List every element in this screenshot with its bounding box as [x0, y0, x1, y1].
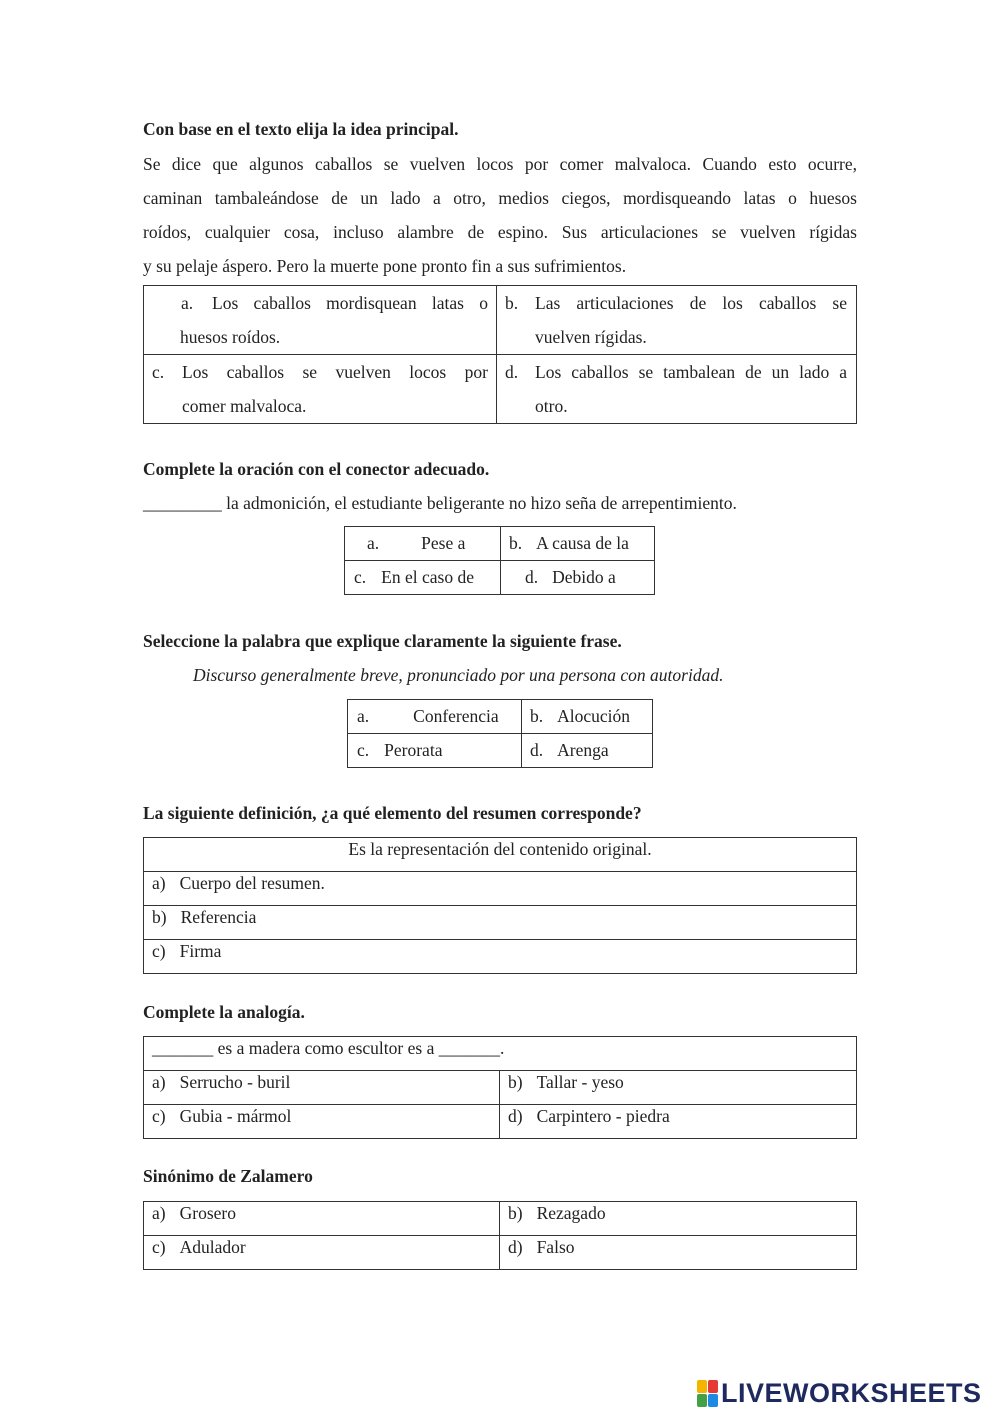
q1-options-table	[143, 285, 857, 424]
option-text: Firma	[179, 941, 222, 961]
liveworksheets-logo	[697, 1378, 982, 1409]
q1-paragraph-line: y su pelaje áspero. Pero la muerte pone pronto fin a sus sufrimientos.	[143, 256, 627, 276]
option-label: c)	[152, 1237, 166, 1257]
q2-title: Complete la oración con el conector adecuado.	[143, 459, 490, 479]
q6-option-d[interactable]	[500, 1236, 857, 1270]
option-label: a.	[357, 706, 370, 726]
q2-sentence: _________ la admonición, el estudiante beligerante no hizo seña de arrepentimiento.	[143, 493, 737, 513]
q2-option-b[interactable]	[501, 527, 655, 561]
q4-options-table	[143, 837, 857, 974]
q3-option-a[interactable]	[348, 700, 522, 734]
q2-option-d[interactable]	[501, 561, 655, 595]
q3-options-table	[347, 699, 653, 768]
option-label: d.	[530, 740, 544, 760]
option-text: En el caso de	[381, 567, 474, 587]
option-label: c)	[152, 941, 166, 961]
q4-title: La siguiente definición, ¿a qué elemento del resumen corresponde?	[143, 803, 642, 823]
q5-option-d[interactable]	[500, 1105, 857, 1139]
q5-option-a[interactable]	[144, 1071, 500, 1105]
option-label: d)	[508, 1237, 523, 1257]
q3-option-c[interactable]	[348, 734, 522, 768]
option-text: Arenga	[557, 740, 609, 760]
option-label: b)	[152, 907, 167, 927]
option-text: Perorata	[384, 740, 443, 760]
q1-paragraph-line: roídos, cualquier cosa, incluso alambre de espino. Sus articulaciones se vuelven rígidas	[143, 222, 857, 242]
q4-option-a[interactable]	[144, 872, 857, 906]
q5-title: Complete la analogía.	[143, 1002, 305, 1022]
option-text: Conferencia	[413, 706, 499, 726]
option-label: b.	[530, 706, 544, 726]
q5-option-c[interactable]	[144, 1105, 500, 1139]
option-label: c.	[152, 362, 165, 382]
option-label: d.	[525, 567, 539, 587]
option-text: Pese a	[421, 533, 466, 553]
option-text: Grosero	[179, 1203, 236, 1223]
option-label: a)	[152, 873, 166, 893]
q1-paragraph-line: Se dice que algunos caballos se vuelven locos por comer malvaloca. Cuando esto ocurre,	[143, 154, 857, 174]
option-label: d.	[505, 362, 519, 382]
q3-title: Seleccione la palabra que explique claramente la siguiente frase.	[143, 631, 622, 651]
q5-options-table	[143, 1036, 857, 1139]
q4-definition: Es la representación del contenido original.	[144, 838, 857, 872]
q1-paragraph	[143, 147, 857, 283]
q1-paragraph-line: caminan tambaleándose de un lado a otro, medios ciegos, mordisqueando latas o huesos	[143, 188, 857, 208]
option-text: Alocución	[557, 706, 631, 726]
option-text: Los caballos se tambalean de un lado a	[535, 362, 847, 382]
option-text: Tallar - yeso	[536, 1072, 624, 1092]
option-label: a)	[152, 1203, 166, 1223]
option-label: a.	[181, 293, 194, 313]
option-text: Falso	[536, 1237, 575, 1257]
option-text: Adulador	[179, 1237, 246, 1257]
option-text: Serrucho - buril	[179, 1072, 291, 1092]
option-text: Carpintero - piedra	[536, 1106, 670, 1126]
option-text: Gubia - mármol	[179, 1106, 292, 1126]
option-text: vuelven rígidas.	[535, 327, 647, 347]
option-text: comer malvaloca.	[182, 396, 307, 416]
option-text: Referencia	[180, 907, 257, 927]
option-label: b)	[508, 1072, 523, 1092]
q3-option-d[interactable]	[522, 734, 653, 768]
liveworksheets-logo-icon	[697, 1380, 719, 1408]
option-label: a.	[367, 533, 380, 553]
liveworksheets-logo-text: LIVEWORKSHEETS	[721, 1378, 982, 1408]
option-text: Debido a	[552, 567, 616, 587]
q2-options-table	[344, 526, 655, 595]
q6-options-table	[143, 1201, 857, 1270]
option-label: b)	[508, 1203, 523, 1223]
q3-phrase: Discurso generalmente breve, pronunciado por una persona con autoridad.	[193, 665, 724, 685]
option-label: b.	[505, 293, 519, 313]
option-text: otro.	[535, 396, 568, 416]
q1-option-b[interactable]	[497, 286, 857, 355]
q2-option-c[interactable]	[345, 561, 501, 595]
q3-option-b[interactable]	[522, 700, 653, 734]
q5-analogy	[144, 1037, 857, 1071]
q2-option-a[interactable]	[345, 527, 501, 561]
q5-analogy-text: _______ es a madera como escultor es a _______.	[152, 1038, 505, 1058]
option-label: b.	[509, 533, 523, 553]
option-text: A causa de la	[536, 533, 629, 553]
option-label: c)	[152, 1106, 166, 1126]
option-label: a)	[152, 1072, 166, 1092]
option-label: c.	[357, 740, 370, 760]
option-label: c.	[354, 567, 367, 587]
q1-option-a[interactable]	[144, 286, 497, 355]
option-text: huesos roídos.	[180, 327, 281, 347]
option-text: Cuerpo del resumen.	[179, 873, 325, 893]
q1-option-d[interactable]	[497, 355, 857, 424]
q6-option-c[interactable]	[144, 1236, 500, 1270]
q6-option-b[interactable]	[500, 1202, 857, 1236]
option-text: Las articulaciones de los caballos se	[535, 293, 847, 313]
q6-title: Sinónimo de Zalamero	[143, 1166, 313, 1186]
q6-option-a[interactable]	[144, 1202, 500, 1236]
q4-option-b[interactable]	[144, 906, 857, 940]
option-text: Los caballos se vuelven locos por	[182, 362, 488, 382]
q1-option-c[interactable]	[144, 355, 497, 424]
q1-title: Con base en el texto elija la idea principal.	[143, 119, 459, 139]
option-label: d)	[508, 1106, 523, 1126]
option-text: Rezagado	[536, 1203, 606, 1223]
option-text: Los caballos mordisquean latas o	[212, 293, 488, 313]
q4-option-c[interactable]	[144, 940, 857, 974]
q5-option-b[interactable]	[500, 1071, 857, 1105]
